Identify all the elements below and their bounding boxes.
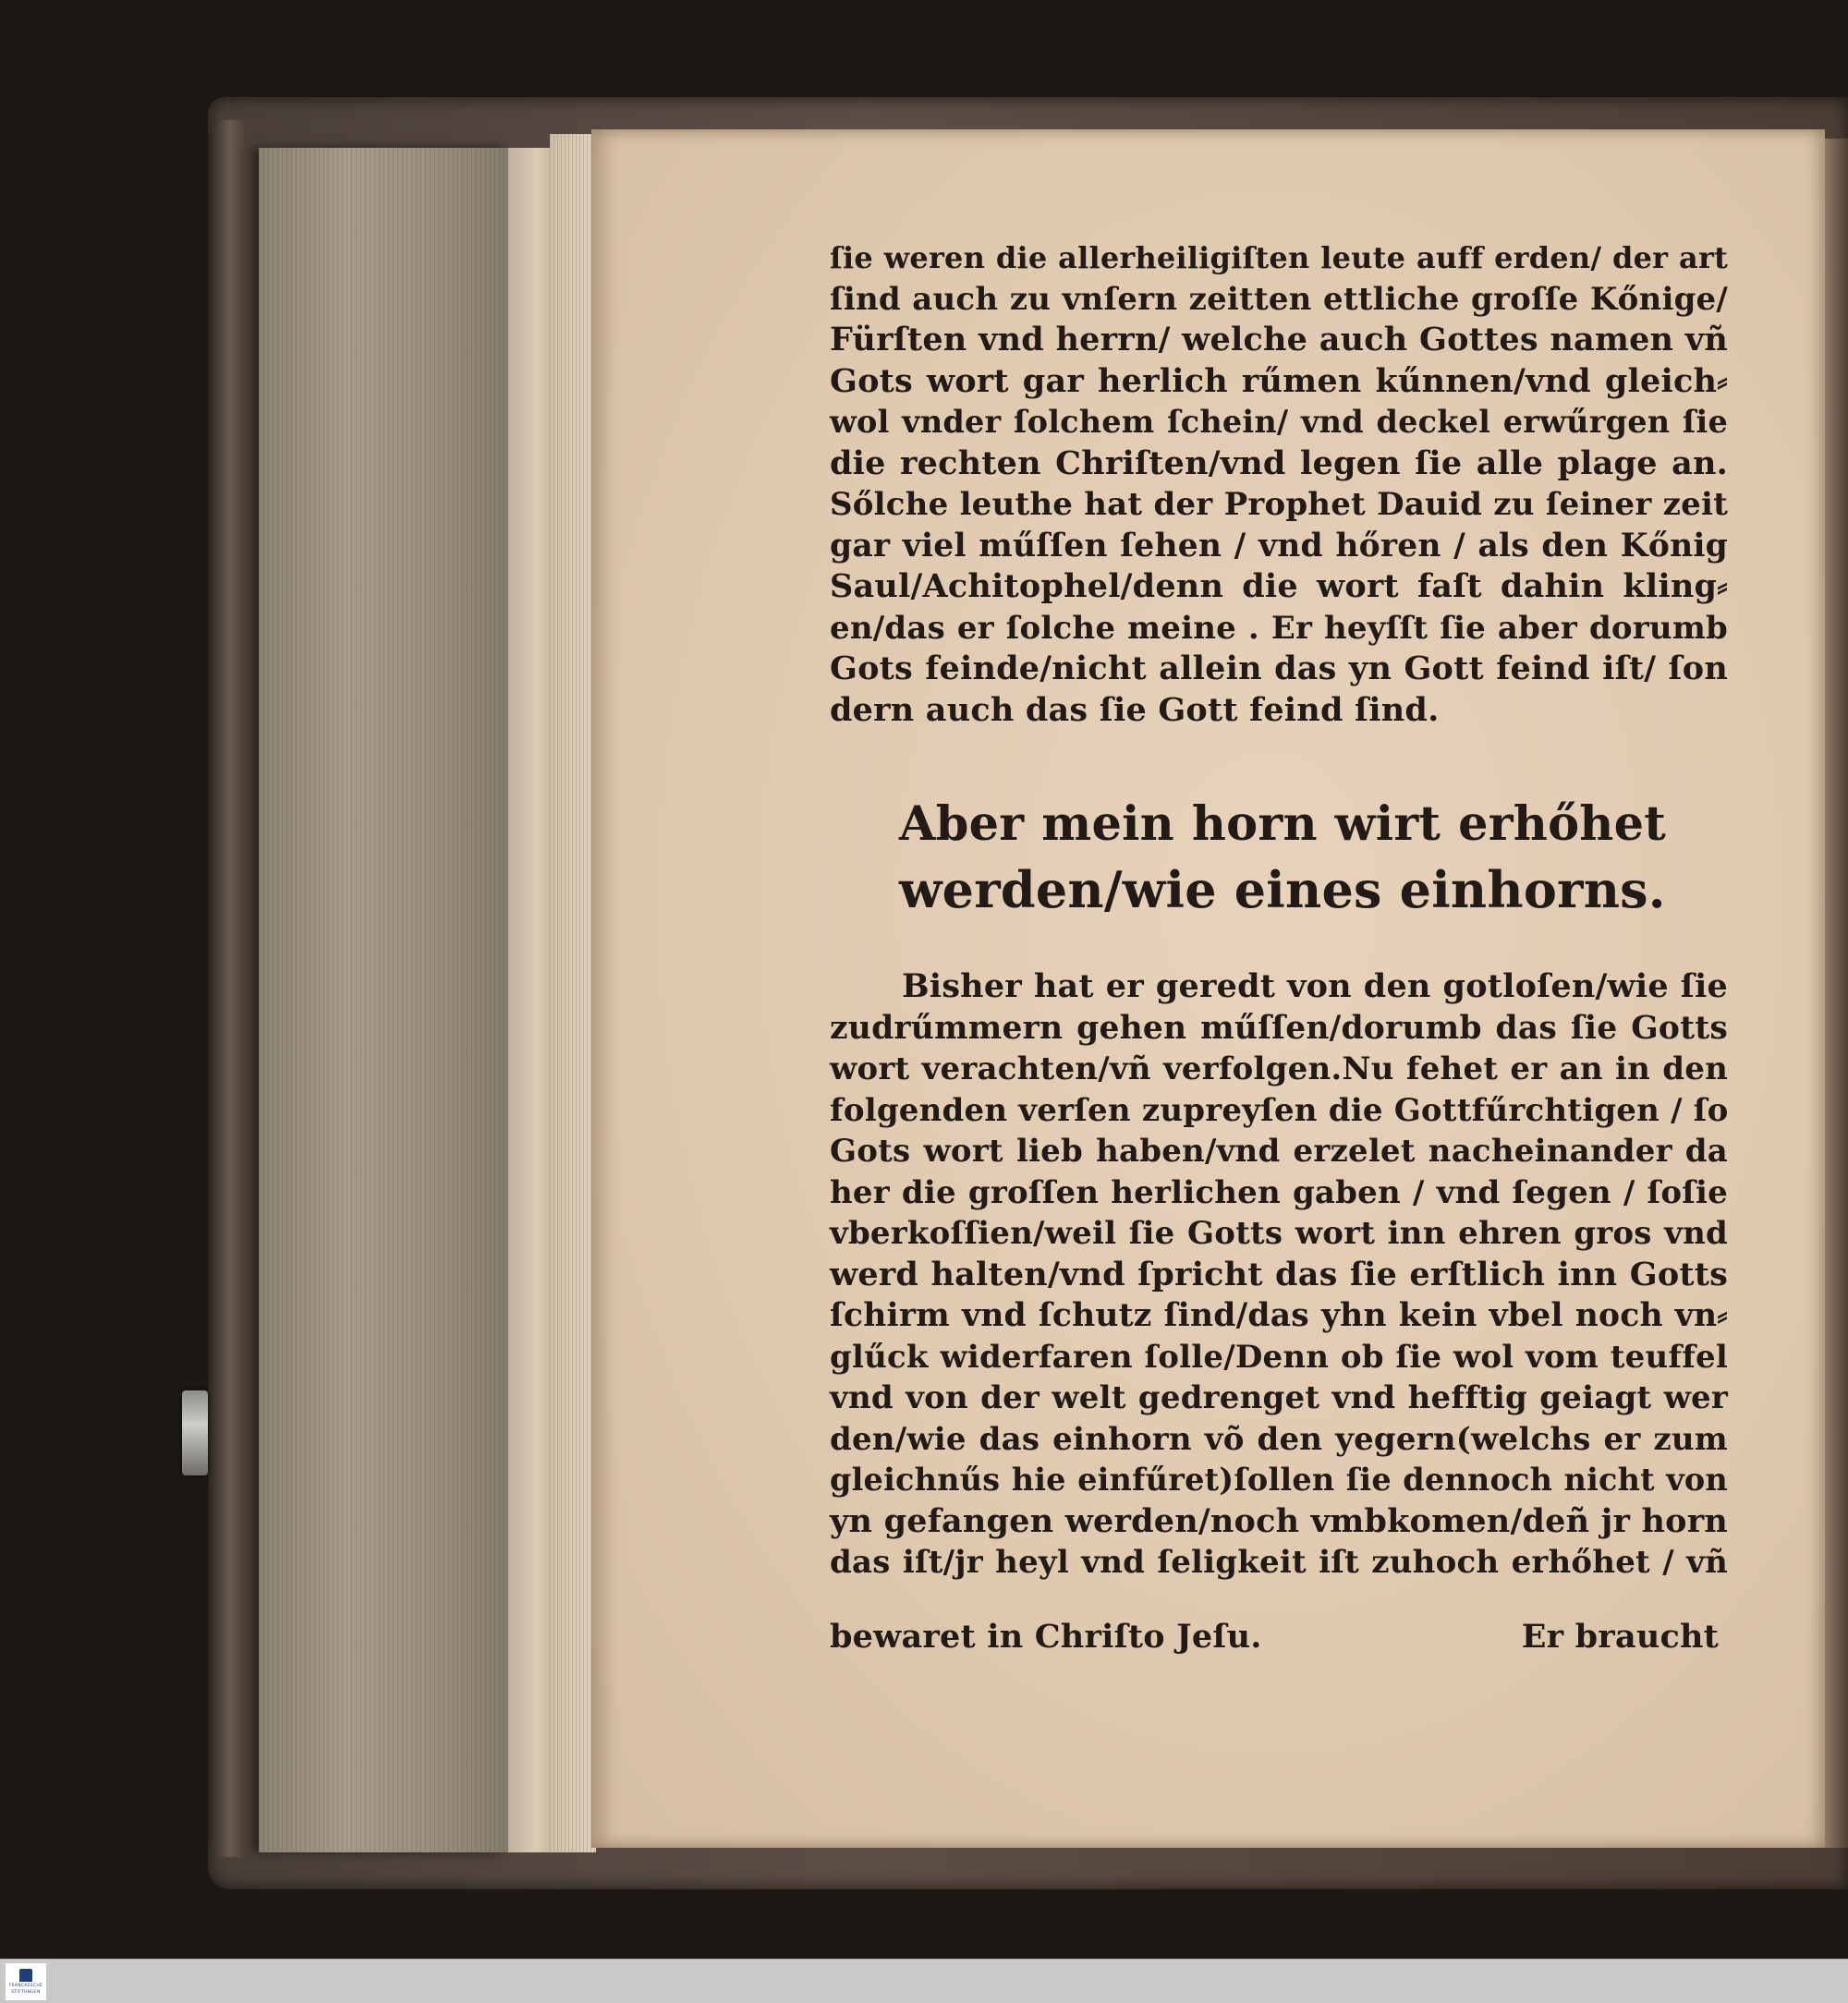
heading-line: Aber mein horn wirt erhőhet bbox=[899, 796, 1666, 852]
text-line: das iſt/jr heyl vnd ſeligkeit iſt zuhoch erhőhet / vñ bbox=[830, 1544, 1728, 1581]
text-line: yn gefangen werden/noch vmbkomen/deñ jr horn bbox=[830, 1501, 1728, 1540]
text-line: Fürſten vnd herrn/ welche auch Gottes namen vñ bbox=[830, 321, 1728, 358]
text-line: den/wie das einhorn võ den yegern(welchs er zum bbox=[830, 1420, 1728, 1458]
text-line: Gots wort gar herlich rűmen kűnnen/vnd gleich⸗ bbox=[830, 361, 1728, 400]
text-line: glűck widerfaren ſolle/Denn ob ſie wol vom teuffel bbox=[830, 1338, 1728, 1376]
text-line: gar viel műſſen ſehen / vnd hőren / als den Kőnig bbox=[830, 527, 1728, 564]
text-line: werd halten/vnd ſpricht das ſie erſtlich inn Gotts bbox=[830, 1255, 1728, 1293]
text-line: dern auch das ſie Gott feind ſind. bbox=[830, 690, 1440, 729]
text-line: wol vnder ſolchem ſchein/ vnd deckel erwűrgen ſie bbox=[830, 404, 1728, 440]
text-line: zudrűmmern gehen műſſen/dorumb das ſie Gotts bbox=[830, 1009, 1728, 1047]
logo-text-line2: STIFTUNGEN bbox=[11, 1990, 41, 1995]
final-line bbox=[830, 1617, 1728, 1658]
text-line: en/das er ſolche meine . Er heyſſt ſie aber dorumb bbox=[830, 609, 1728, 647]
catchword: Er braucht bbox=[1521, 1618, 1719, 1656]
text-line: Saul/Achitophel/denn die wort faſt dahin kling⸗ bbox=[830, 567, 1728, 605]
logo-building-icon bbox=[19, 1969, 32, 1982]
text-line: vnd von der welt gedrenget vnd hefftig geiagt wer bbox=[830, 1379, 1728, 1416]
page-stack-left bbox=[508, 148, 550, 1852]
last-text-line: bewaret in Chriſto Jeſu. bbox=[830, 1618, 1262, 1656]
paragraph-2 bbox=[830, 966, 1728, 1584]
text-line: ſie weren die allerheiligiſten leute auff erden/ der art bbox=[830, 240, 1728, 275]
text-line: Gots wort lieb haben/vnd erzelet nacheinander da bbox=[830, 1133, 1728, 1170]
cover-spine-edge bbox=[208, 120, 245, 1857]
heading-line: werden/wie eines einhorns. bbox=[899, 860, 1666, 919]
text-line: die rechten Chriſten/vnd legen ſie alle plage an. bbox=[830, 443, 1728, 482]
text-line: ſchirm vnd ſchutz ſind/das yhn kein vbel noch vn⸗ bbox=[830, 1297, 1728, 1334]
text-line: Bisher hat er geredt von den gotloſen/wie ſie bbox=[902, 967, 1728, 1005]
text-line: vberkoſſien/weil ſie Gotts wort inn ehren gros vnd bbox=[830, 1215, 1728, 1252]
text-line: ſind auch zu vnſern zeitten ettliche groſſe Kőnige/ bbox=[830, 280, 1728, 318]
page-stack-mid bbox=[550, 134, 596, 1852]
viewer-footer-bar bbox=[0, 1959, 1848, 2003]
paragraph-1 bbox=[830, 237, 1728, 731]
text-line: Sőlche leuthe hat der Prophet Dauid zu ſeiner zeit bbox=[830, 486, 1728, 523]
text-block-edge bbox=[259, 148, 508, 1852]
metal-clasp bbox=[182, 1390, 208, 1475]
text-line: gleichnűs hie einfűret)ſollen ſie dennoch nicht von bbox=[830, 1462, 1728, 1498]
gutter-shadow bbox=[1825, 139, 1848, 1848]
text-line: folgenden verſen zupreyſen die Gottfűrchtigen / ſo bbox=[830, 1091, 1729, 1129]
verse-heading bbox=[899, 792, 1666, 923]
institution-logo[interactable] bbox=[6, 1963, 46, 2000]
logo-text-line1: FRANCKESCHE bbox=[8, 1984, 43, 1988]
text-line: her die groſſen herlichen gaben / vnd ſegen / ſoſie bbox=[830, 1173, 1728, 1211]
text-line: wort verachten/vñ verfolgen.Nu fehet er an in den bbox=[830, 1050, 1728, 1087]
text-line: Gots feinde/nicht allein das yn Gott feind iſt/ ſon bbox=[830, 649, 1728, 687]
